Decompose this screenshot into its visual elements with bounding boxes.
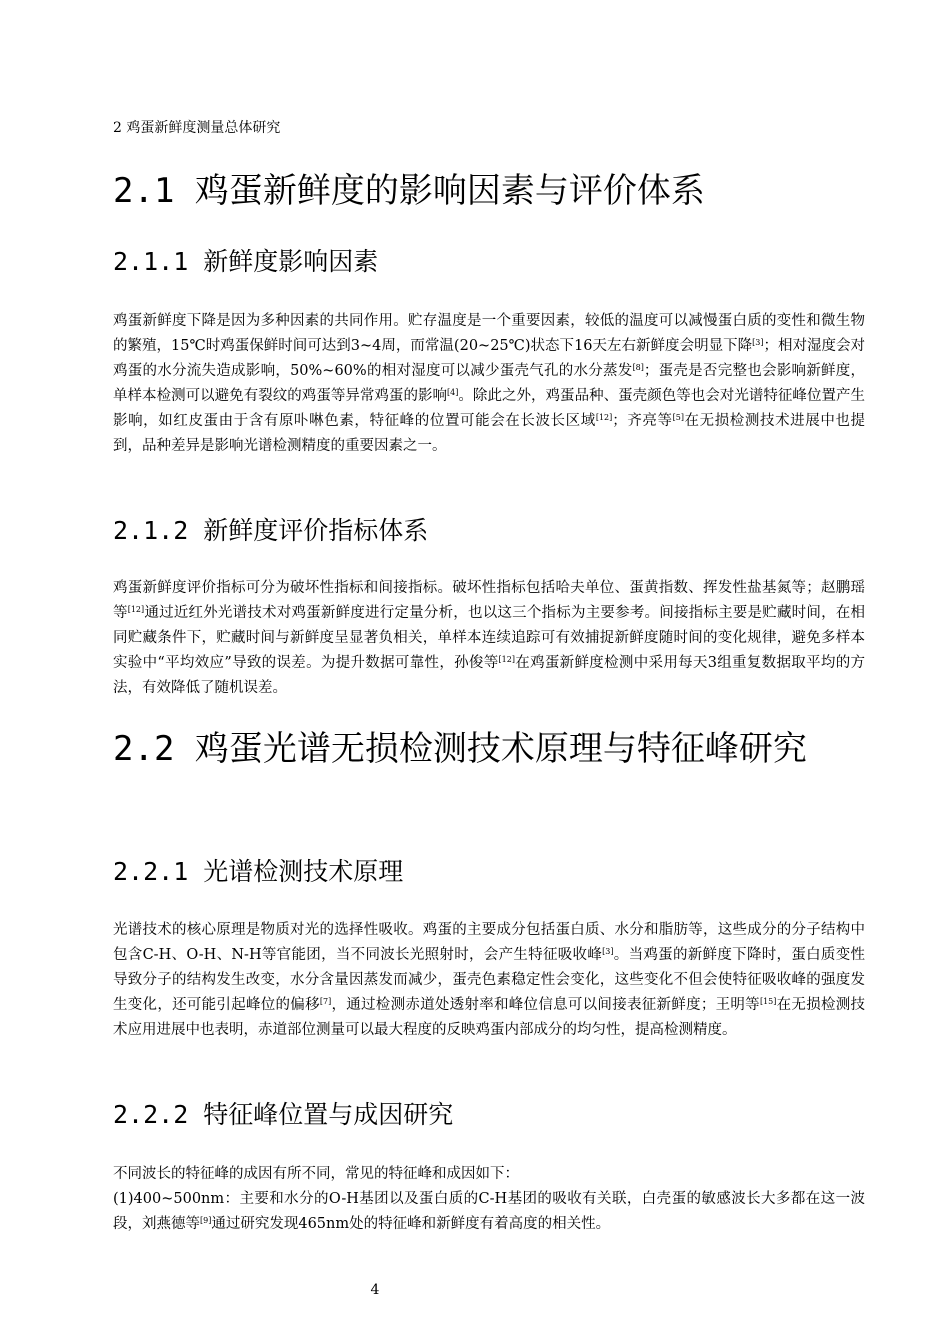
subsection-heading-2-2-2: 2.2.2 特征峰位置与成因研究 xyxy=(113,1100,454,1129)
citation: [3] xyxy=(752,338,764,347)
text-run: 。除此之外，鸡蛋品种、蛋壳颜色等也会对光谱特征峰位置产生影响，如红皮蛋由于含有原卟啉色素，特征峰的位置可能会在长波长区域 xyxy=(113,388,866,429)
citation: [5] xyxy=(672,413,684,422)
text-run: 在鸡蛋新鲜度检测中采用每天3组重复数据取平均的方法，有效降低了随机误差。 xyxy=(113,655,865,696)
citation: [8] xyxy=(632,363,644,372)
subsection-heading-2-1-1: 2.1.1 新鲜度影响因素 xyxy=(113,247,379,276)
text-run: (1)400~500nm：主要和水分的O-H基团以及蛋白质的C-H基团的吸收有关联，白壳蛋的敏感波长大多都在这一波段，刘燕德等 xyxy=(113,1191,865,1232)
paragraph-evaluation-indicators xyxy=(113,576,865,701)
citation: [12] xyxy=(127,605,145,614)
text-run: 鸡蛋新鲜度下降是因为多种因素的共同作用。贮存温度是一个重要因素，较低的温度可以减慢蛋白质的变性和微生物的繁殖，15℃时鸡蛋保鲜时间可达到3~4周，而常温(20~25℃)状态下16天左右新鲜度会明显下降 xyxy=(113,313,865,354)
text-run: 通过研究发现465nm处的特征峰和新鲜度有着高度的相关性。 xyxy=(211,1216,611,1232)
text-run: 。当鸡蛋的新鲜度下降时，蛋白质变性导致分子的结构发生改变，水分含量因蒸发而减少，蛋壳色素稳定性会变化，这些变化不但会使特征吸收峰的强度发生变化，还可能引起峰位的偏移 xyxy=(113,947,865,1013)
text-run: ；蛋壳是否完整也会影响新鲜度，单样本检测可以避免有裂纹的鸡蛋等异常鸡蛋的影响 xyxy=(113,363,865,404)
citation: [15] xyxy=(759,997,777,1006)
paragraph-influence-factors xyxy=(113,309,865,459)
citation: [12] xyxy=(595,413,613,422)
text-run: ；相对湿度会对鸡蛋的水分流失造成影响，50%~60%的相对湿度可以减少蛋壳气孔的水分蒸发 xyxy=(113,338,865,379)
text-run: ，通过检测赤道处透射率和峰位信息可以间接表征新鲜度；王明等 xyxy=(331,997,760,1013)
subsection-heading-2-1-2: 2.1.2 新鲜度评价指标体系 xyxy=(113,516,429,545)
paragraph-peak-intro: 不同波长的特征峰的成因有所不同，常见的特征峰和成因如下： xyxy=(113,1166,519,1182)
citation: [3] xyxy=(602,947,614,956)
citation: [7] xyxy=(319,997,332,1006)
section-heading-2-2: 2.2 鸡蛋光谱无损检测技术原理与特征峰研究 xyxy=(113,729,807,769)
text-run: 在无损检测技术应用进展中也表明，赤道部位测量可以最大程度的反映鸡蛋内部成分的均匀性，提高检测精度。 xyxy=(113,997,866,1038)
running-header: 2 鸡蛋新鲜度测量总体研究 xyxy=(113,120,281,136)
text-run: 光谱技术的核心原理是物质对光的选择性吸收。鸡蛋的主要成分包括蛋白质、水分和脂肪等，这些成分的分子结构中包含C-H、O-H、N-H等官能团，当不同波长光照射时，会产生特征吸收峰 xyxy=(113,922,865,963)
citation: [9] xyxy=(200,1216,212,1225)
subsection-heading-2-2-1: 2.2.1 光谱检测技术原理 xyxy=(113,857,404,886)
text-run: ；齐亮等 xyxy=(612,413,673,429)
citation: [12] xyxy=(498,655,515,664)
text-run: 鸡蛋新鲜度评价指标可分为破坏性指标和间接指标。破坏性指标包括哈夫单位、蛋黄指数、挥发性盐基氮等；赵鹏瑶等 xyxy=(113,580,865,621)
text-run: 在无损检测技术进展中也提到，品种差异是影响光谱检测精度的重要因素之一。 xyxy=(113,413,866,454)
section-heading-2-1: 2.1 鸡蛋新鲜度的影响因素与评价体系 xyxy=(113,171,705,211)
page-number: 4 xyxy=(370,1282,380,1298)
paragraph-peak-item-1 xyxy=(113,1187,865,1237)
text-run: 通过近红外光谱技术对鸡蛋新鲜度进行定量分析，也以这三个指标为主要参考。间接指标主要是贮藏时间，在相同贮藏条件下，贮藏时间与新鲜度呈显著负相关，单样本连续追踪可有效捕捉新鲜度随时间的变化规律，避免多样本实验中“平均效应”导致的误差。为提升数据可靠性，孙俊等 xyxy=(113,605,866,671)
citation: [4] xyxy=(447,388,459,397)
paragraph-spectral-principle xyxy=(113,918,865,1043)
